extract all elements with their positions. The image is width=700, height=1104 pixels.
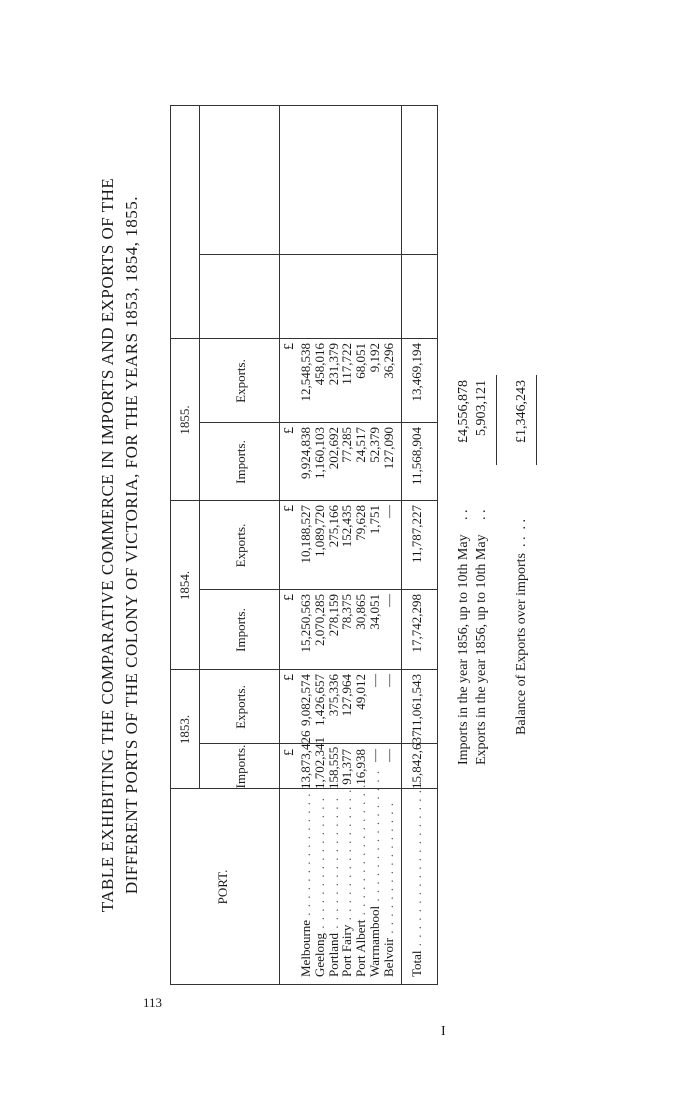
pound-symbol: £ [282,427,297,434]
exports-1854-header: Exports. [233,523,248,568]
port-name: Geelong . . . . . . . . . . . . . . . . [311,796,327,977]
table-cell: 278,159 [325,594,341,637]
table-cell: 91,377 [339,749,355,785]
port-name: Portland . . . . . . . . . . . . . . . . [325,796,341,977]
table-cell: 1,751 [367,505,382,535]
table-cell: 458,016 [311,343,327,386]
table-cell: 68,051 [353,343,369,379]
table-cell: 49,012 [353,674,369,710]
port-header: PORT. [215,869,230,905]
table-cell: 117,722 [339,343,355,385]
table-cell: 16,938 [353,749,369,785]
title-line-2: DIFFERENT PORTS OF THE COLONY OF VICTORIA, FOR THE YEARS 1853, 1854, 1855. [122,195,141,895]
table-title [96,105,144,985]
table-cell: 52,379 [367,427,382,463]
table-cell: 77,285 [339,427,355,463]
pound-symbol: £ [282,594,297,601]
balance-label: Balance of Exports over imports [514,553,529,735]
total-cell: 17,742,298 [409,594,424,653]
table-cell: 34,051 [367,594,382,630]
table-cell: 231,379 [325,343,341,386]
sum-rule [496,375,497,465]
imports-1856-value: £4,556,878 [456,380,471,443]
year-1854-header: 1854. [177,570,192,601]
port-name: Belvoir . . . . . . . . . . . . . . . . [380,802,396,977]
port-name: Port Fairy . . . . . . . . . . . . . . . . [339,788,355,977]
exports-1853-header: Exports. [233,685,248,729]
table-cell: 24,517 [353,427,369,463]
table-cell: 15,250,563 [298,594,313,653]
total-label: Total . . . . . . . . . . . . . . . . . . . . [409,780,424,977]
table-cell: 375,336 [325,674,341,717]
table-cell: 127,964 [339,674,355,717]
table-cell: 152,435 [339,505,355,548]
summary-block: Imports in the year 1856, up to 10th May . . £4,556,878 Exports in the year 1856, up to 10th May . . 5,903,121 Balance of Exports over imports . . . . £1,346,243 [436,105,576,985]
imports-1854-header: Imports. [233,608,248,652]
commerce-table [170,105,438,985]
imports-1855-header: Imports. [233,440,248,484]
pound-symbol: £ [282,674,297,681]
exports-1855-header: Exports. [233,359,248,403]
port-name: Port Albert . . . . . . . . . . . . . . . . [353,783,369,977]
port-name: Melbourne . . . . . . . . . . . . . . . . [298,783,313,977]
year-1853-header: 1853. [177,714,192,745]
pound-symbol: £ [282,749,297,756]
table-cell: 36,296 [380,343,396,379]
table-cell: 79,628 [353,505,369,541]
page-number: 113 [143,995,163,1010]
table-cell: 127,090 [380,427,396,470]
table-cell: 9,082,574 [298,674,313,726]
table-cell: — [380,594,396,607]
table-cell: 12,548,538 [298,343,313,402]
balance-rule [536,375,537,465]
table-cell: 1,089,720 [311,505,327,557]
table-cell: 13,873,426 [298,730,313,789]
total-cell: 11,568,904 [409,427,424,486]
pound-symbol: £ [282,505,297,512]
table-cell: — [380,749,396,762]
table-cell: 2,070,285 [311,594,327,646]
table-cell: 1,702,341 [311,737,327,789]
total-cell: 11,787,227 [409,505,424,564]
table-cell: 9,924,838 [298,427,313,479]
title-line-1: TABLE EXHIBITING THE COMPARATIVE COMMERCE IN IMPORTS AND EXPORTS OF THE [98,177,117,913]
imports-1856-label: Imports in the year 1856, up to 10th May [456,534,471,765]
table-cell: 158,555 [325,746,341,789]
imports-1853-header: Imports. [233,744,248,789]
exports-1856-label: Exports in the year 1856, up to 10th May [474,534,489,765]
table-cell: 1,160,103 [311,427,327,479]
table-cell: — [367,674,382,687]
total-cell: 11,061,543 [409,674,424,733]
pound-symbol: £ [282,343,297,350]
signature-mark: I [441,1024,446,1039]
table-cell: 30,865 [353,594,369,630]
table-cell: 10,188,527 [298,505,313,564]
table-cell: — [380,505,396,518]
table-cell: 275,166 [325,505,341,548]
total-cell: 13,469,194 [409,343,424,402]
port-name: Warrnambool . . . . . . . . . . . . . . . . [367,769,382,977]
table-cell: — [367,749,382,762]
balance-value: £1,346,243 [514,380,529,443]
rotated-table-page [84,105,584,985]
exports-1856-value: 5,903,121 [474,380,489,436]
year-1855-header: 1855. [177,405,192,435]
table-cell: 9,192 [367,343,382,373]
table-cell: 202,692 [325,427,341,470]
total-cell: 15,842,637 [409,730,424,789]
table-cell: 1,426,657 [311,674,327,726]
table-cell: — [380,674,396,687]
table-cell: 78,375 [339,594,355,630]
